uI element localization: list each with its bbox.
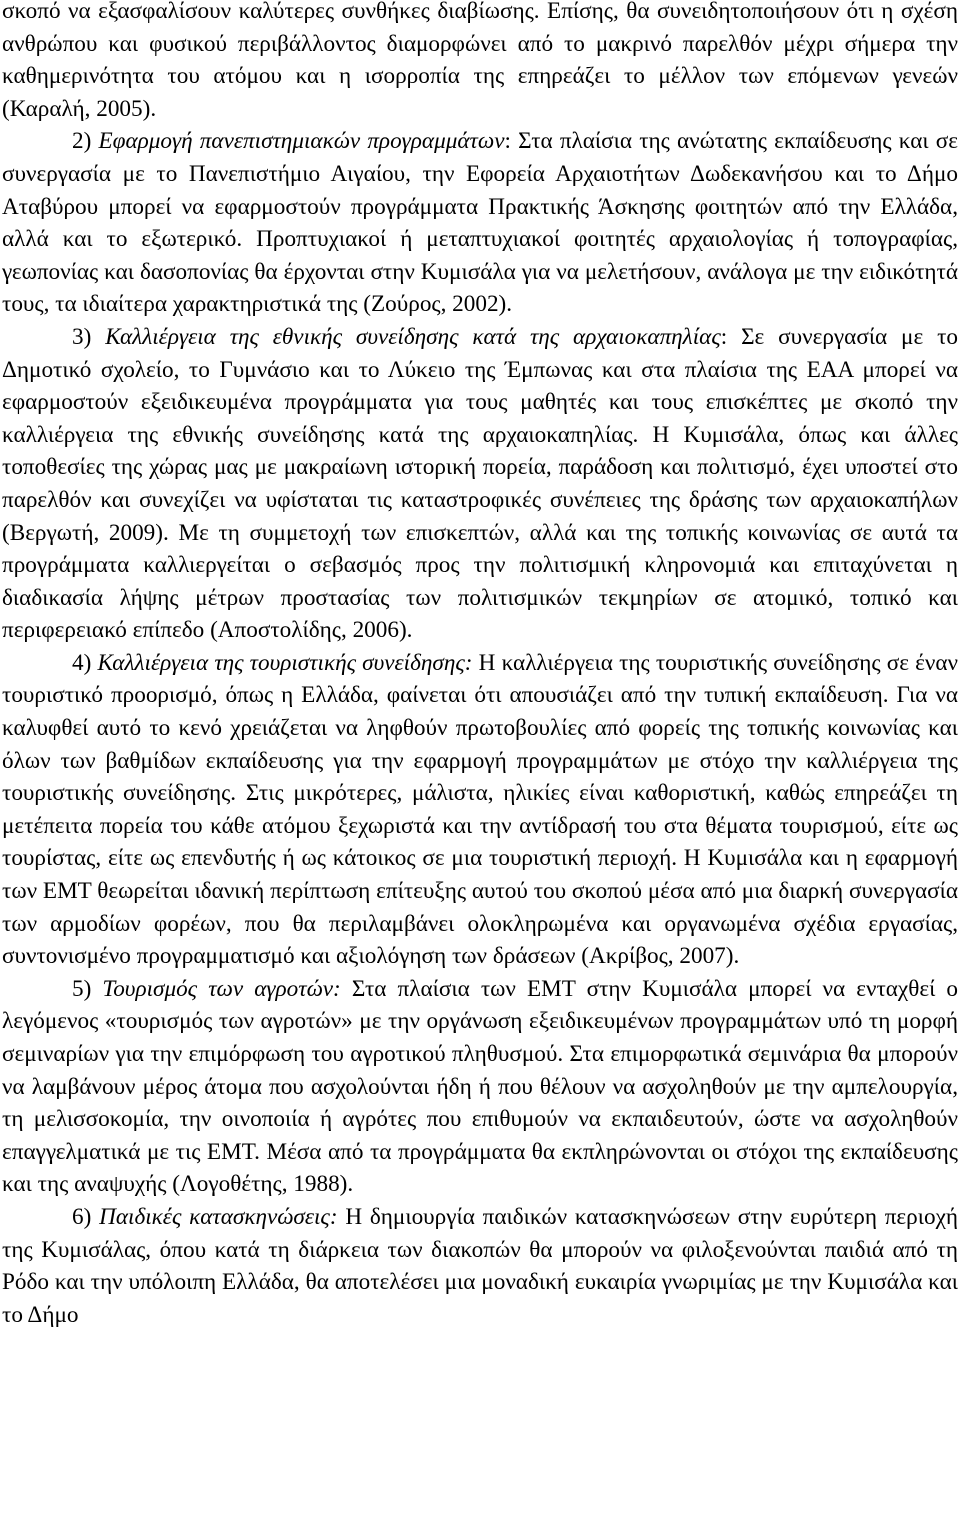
- paragraph-national-consciousness: [2, 321, 958, 647]
- paragraph-tourism-consciousness: [2, 647, 958, 973]
- item-number: 4): [72, 649, 92, 676]
- paragraph-text: Η καλλιέργεια της τουριστικής συνείδησης σε έναν τουριστικό προορισμό, όπως η Ελλάδα, φαίνεται ότι απουσιάζει από την τυπική εκπαίδευση. Για να καλυφθεί αυτό το κενό χρειάζεται να ληφθούν πρωτοβουλίες από φορείς της τοπικής κοινωνίας και όλων των βαθμίδων εκπαίδευσης για την εφαρμογή προγραμμάτων με στόχο την καλλιέργεια της τουριστικής συνείδησης. Στις μικρότερες, μάλιστα, ηλικίες είναι καθοριστική, καθώς επηρεάζει τη μετέπειτα πορεία του κάθε ατόμου ξεχωριστά και την αντίδρασή του στα θέματα τουρισμού, είτε ως τουρίστας, είτε ως επενδυτής ή ως κάτοικος σε μια τουριστική περιοχή. Η Κυμισάλα και η εφαρμογή των ΕΜΤ θεωρείται ιδανική περίπτωση επίτευξης αυτού του σκοπού μέσα από μια διαρκή συνεργασία των αρμοδίων φορέων, που θα περιλαμβάνει ολοκληρωμένα και οργανωμένα σχέδια εργασίας, συντονισμένο προγραμματισμό και αξιολόγηση των δράσεων (Ακρίβος, 2007).: [2, 649, 958, 970]
- item-heading: Καλλιέργεια της τουριστικής συνείδησης:: [97, 649, 473, 676]
- paragraph-text: Στα πλαίσια των ΕΜΤ στην Κυμισάλα μπορεί να ενταχθεί ο λεγόμενος «τουρισμός των αγροτών» με την οργάνωση εξειδικευμένων προγραμμάτων υπό τη μορφή σεμιναρίων για την επιμόρφωση του αγροτικού πληθυσμού. Στα επιμορφωτικά σεμινάρια θα μπορούν να λαμβάνουν μέρος άτομα που ασχολούνται ήδη ή που θέλουν να ασχοληθούν με την αμπελουργία, τη μελισσοκομία, την οινοποιία ή αγρότες που επιθυμούν να εκπαιδευτούν, ώστε να ασχοληθούν επαγγελματικά με τις ΕΜΤ. Μέσα από τα προγράμματα θα εκπληρώνονται οι στόχοι της εκπαίδευσης και της αναψυχής (Λογοθέτης, 1988).: [2, 975, 958, 1198]
- paragraph-text: σκοπό να εξασφαλίσουν καλύτερες συνθήκες διαβίωσης. Επίσης, θα συνειδητοποιήσουν ότι η σχέση ανθρώπου και φυσικού περιβάλλοντος διαμορφώνει από το μακρινό παρελθόν μέχρι σήμερα την καθημερινότητα του ατόμου και η ισορροπία της επηρεάζει το μέλλον των επόμενων γενεών (Καραλή, 2005).: [2, 0, 958, 122]
- item-heading: Καλλιέργεια της εθνικής συνείδησης κατά της αρχαιοκαπηλίας: [105, 323, 721, 350]
- item-heading: Εφαρμογή πανεπιστημιακών προγραμμάτων: [98, 128, 505, 155]
- item-separator: :: [504, 128, 511, 155]
- item-heading: Τουρισμός των αγροτών:: [102, 975, 341, 1002]
- paragraph-farmers-tourism: [2, 973, 958, 1201]
- paragraph-text: Σε συνεργασία με το Δημοτικό σχολείο, το Γυμνάσιο και το Λύκειο της Έμπωνας και στα πλαίσια της ΕΑΑ μπορεί να εφαρμοστούν εξειδικευμένα προγράμματα για τους μαθητές και τους επισκέπτες με σκοπό την καλλιέργεια της εθνικής συνείδησης κατά της αρχαιοκαπηλίας. Η Κυμισάλα, όπως και άλλες τοποθεσίες της χώρας μας με μακραίωνη ιστορική πορεία, παράδοση και πολιτισμό, έχει υποστεί στο παρελθόν και συνεχίζει να υφίσταται τις καταστροφικές συνέπειες της δράσης των αρχαιοκαπήλων (Βεργωτή, 2009). Με τη συμμετοχή των επισκεπτών, αλλά και της τοπικής κοινωνίας σε αυτά τα προγράμματα καλλιεργείται ο σεβασμός προς την πολιτισμική κληρονομιά και επιταχύνεται η διαδικασία λήψης μέτρων προστασίας των πολιτισμικών τεκμηρίων σε ατομικό, τοπικό και περιφερειακό επίπεδο (Αποστολίδης, 2006).: [2, 323, 958, 644]
- item-number: 3): [72, 323, 92, 350]
- item-number: 6): [72, 1203, 92, 1230]
- paragraph-university-programs: [2, 125, 958, 321]
- paragraph-children-camps: [2, 1201, 958, 1331]
- paragraph-text: Στα πλαίσια της ανώτατης εκπαίδευσης και σε συνεργασία με το Πανεπιστήμιο Αιγαίου, την Εφορεία Αρχαιοτήτων Δωδεκανήσου και το Δήμο Αταβύρου μπορεί να εφαρμοστούν προγράμματα Πρακτικής Άσκησης φοιτητών από την Ελλάδα, αλλά και το εξωτερικό. Προπτυχιακοί ή μεταπτυχιακοί φοιτητές αρχαιολογίας ή τοπογραφίας, γεωπονίας και δασοπονίας θα έρχονται στην Κυμισάλα για να μελετήσουν, ανάλογα με την ειδικότητά τους, τα ιδιαίτερα χαρακτηριστικά της (Ζούρος, 2002).: [2, 128, 958, 318]
- item-heading: Παιδικές κατασκηνώσεις:: [99, 1203, 338, 1230]
- paragraph-environment-conclusion: [2, 0, 958, 125]
- item-number: 2): [72, 128, 92, 155]
- item-number: 5): [72, 975, 92, 1002]
- item-separator: :: [720, 323, 728, 350]
- paragraph-text: Η δημιουργία παιδικών κατασκηνώσεων στην ευρύτερη περιοχή της Κυμισάλας, όπου κατά τη διάρκεια των διακοπών θα μπορούν να φιλοξενούνται παιδιά από τη Ρόδο και την υπόλοιπη Ελλάδα, θα αποτελέσει μια μοναδική ευκαιρία γνωριμίας με την Κυμισάλα και το Δήμο: [2, 1203, 958, 1328]
